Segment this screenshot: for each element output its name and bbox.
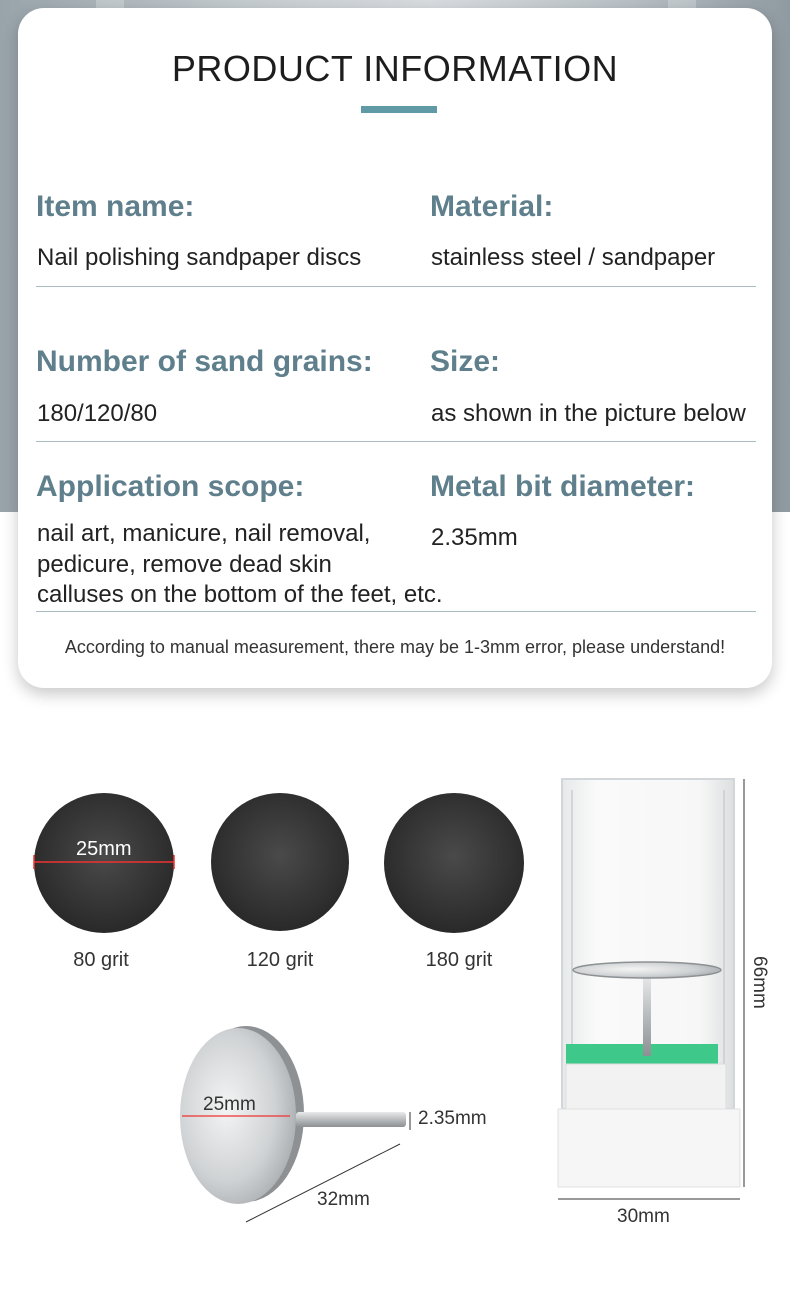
sandpaper-disc-180 <box>384 793 524 933</box>
metal-bit-shank <box>296 1112 406 1127</box>
sand-grains-value: 180/120/80 <box>37 400 158 427</box>
material-value: stainless steel / sandpaper <box>431 244 716 271</box>
divider <box>36 286 756 287</box>
divider <box>36 441 756 442</box>
box-bit-shank <box>643 974 651 1056</box>
material-label: Material: <box>430 190 554 223</box>
application-scope-label: Application scope: <box>36 470 305 503</box>
bit-length-label: 32mm <box>317 1189 370 1210</box>
storage-box-base <box>566 1064 726 1109</box>
sandpaper-disc-80 <box>34 793 174 933</box>
storage-box-stand <box>558 1109 740 1187</box>
item-name-label: Item name: <box>36 190 195 223</box>
size-label: Size: <box>430 345 501 378</box>
metal-bit-diameter-label: Metal bit diameter: <box>430 470 696 503</box>
item-name-value: Nail polishing sandpaper discs <box>37 244 362 271</box>
box-width-label: 30mm <box>617 1206 670 1227</box>
box-height-label: 66mm <box>749 956 770 1009</box>
divider <box>36 611 756 612</box>
bit-head-diameter-label: 25mm <box>203 1094 256 1115</box>
disc-label-80: 80 grit <box>73 949 129 971</box>
storage-box-green-pad <box>566 1044 718 1064</box>
application-scope-line-3: calluses on the bottom of the feet, etc. <box>37 581 443 608</box>
sand-grains-label: Number of sand grains: <box>36 345 373 378</box>
measurement-note: According to manual measurement, there may be 1-3mm error, please understand! <box>64 637 726 657</box>
application-scope-line-2: pedicure, remove dead skin <box>37 551 332 578</box>
bit-shank-diameter-label: 2.35mm <box>418 1108 487 1129</box>
size-value: as shown in the picture below <box>431 400 746 427</box>
disc-label-120: 120 grit <box>246 949 314 971</box>
disc-dimension-label: 25mm <box>76 838 132 860</box>
title-underline <box>361 106 437 113</box>
metal-bit-diameter-value: 2.35mm <box>431 524 518 551</box>
product-illustration <box>0 700 790 1300</box>
page-title: PRODUCT INFORMATION <box>171 48 619 89</box>
box-bit-head <box>573 962 721 978</box>
disc-label-180: 180 grit <box>425 949 493 971</box>
application-scope-line-1: nail art, manicure, nail removal, <box>37 520 371 547</box>
sandpaper-disc-120 <box>211 793 349 931</box>
